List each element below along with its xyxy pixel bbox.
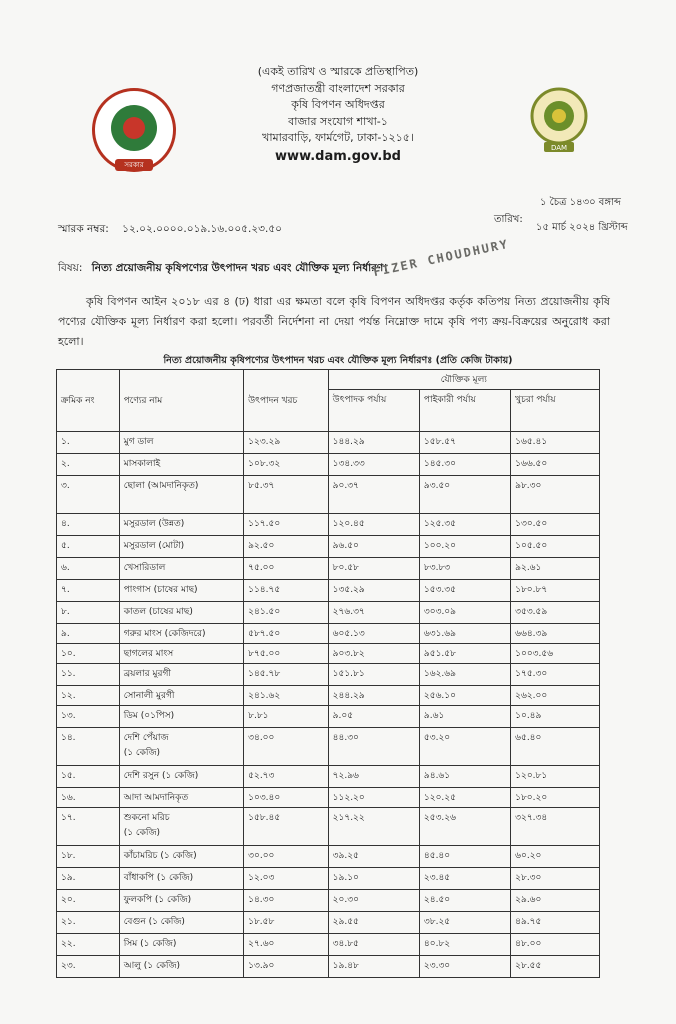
row-wholesale: ১২০.২৫ [419,788,510,808]
row-producer: ১২০.৪৫ [328,514,419,536]
table-row [57,454,600,476]
row-cost: ১৪.৩০ [244,890,329,912]
row-wholesale: ৬৩১.৬৯ [419,624,510,644]
row-cost: ৫২.৭৩ [244,766,329,788]
table-row [57,934,600,956]
price-table [56,369,600,978]
row-serial: ১. [57,432,120,454]
row-serial: ১২. [57,686,120,706]
row-product: মসুরডাল (উন্নত) [119,514,243,536]
row-wholesale: ৪৫.৪০ [419,846,510,868]
row-wholesale: ৫৩.২০ [419,728,510,766]
row-product: মাসকালাই [119,454,243,476]
row-producer: ৬০৫.১৩ [328,624,419,644]
replacement-note: (একই তারিখ ও স্মারকে প্রতিস্থাপিত) [257,65,419,78]
row-wholesale: ২৫৩.২৬ [419,808,510,846]
government-name: গণপ্রজাতন্ত্রী বাংলাদেশ সরকার [271,81,405,95]
table-row [57,432,600,454]
row-producer: ২৪৪.২৯ [328,686,419,706]
row-wholesale: ১৫৮.৫৭ [419,432,510,454]
row-retail: ৩৫৩.৫৯ [511,602,600,624]
row-producer: ১১২.২০ [328,788,419,808]
row-retail: ২৬২.০০ [511,686,600,706]
row-producer: ৯০.৩৭ [328,476,419,514]
row-product: খেসারিডাল [119,558,243,580]
row-product: সিম (১ কেজি) [119,934,243,956]
row-serial: ২৩. [57,956,120,978]
table-caption: নিত্য প্রয়োজনীয় কৃষিপণ্যের উৎপাদন খরচ এবং যৌক্তিক মূল্য নির্ধারণঃ (প্রতি কেজি টাকায়) [163,355,513,366]
row-cost: ১২.০৩ [244,868,329,890]
row-cost: ১০৩.৪০ [244,788,329,808]
table-row [57,890,600,912]
row-retail: ৪৮.০০ [511,934,600,956]
row-cost: ৩০.০০ [244,846,329,868]
row-product: সোনালী মুরগী [119,686,243,706]
date-bangla: ১ চৈত্র ১৪৩০ বঙ্গাব্দ [540,197,621,208]
row-wholesale: ১০০.২০ [419,536,510,558]
row-retail: ১০০৩.৫৬ [511,644,600,664]
row-retail: ৩২৭.৩৪ [511,808,600,846]
row-cost: ২৪১.৬২ [244,686,329,706]
row-cost: ৫৮৭.৫০ [244,624,329,644]
row-retail: ৯২.৬১ [511,558,600,580]
row-wholesale: ২৩.৩০ [419,956,510,978]
row-wholesale: ৮৩.৮৩ [419,558,510,580]
row-producer: ২৯.৫৫ [328,912,419,934]
government-seal-logo: সরকার [92,88,176,172]
row-retail: ৬৬৪.৩৯ [511,624,600,644]
table-row [57,536,600,558]
header-product: পণ্যের নাম [119,370,243,432]
row-product: কাতল (চাষের মাছ) [119,602,243,624]
header-wholesale: পাইকারী পর্যায় [419,390,510,432]
row-serial: ৬. [57,558,120,580]
row-producer: ২৭৬.৩৭ [328,602,419,624]
row-product: পাংগাস (চাষের মাছ) [119,580,243,602]
dam-logo [526,84,592,154]
row-product: বাঁধাকপি (১ কেজি) [119,868,243,890]
address: খামারবাড়ি, ফার্মগেট, ঢাকা-১২১৫। [262,131,414,144]
row-serial: ১৮. [57,846,120,868]
row-producer: ৯০৩.৮২ [328,644,419,664]
row-cost: ৮৭৫.০০ [244,644,329,664]
row-retail: ২৯.৬০ [511,890,600,912]
row-product: মসুরডাল (মোটা) [119,536,243,558]
row-wholesale: ৩৮.২৫ [419,912,510,934]
row-producer: ২০.৩০ [328,890,419,912]
row-producer: ১৩৪.৩৩ [328,454,419,476]
row-product: দেশি পেঁয়াজ (১ কেজি) [119,728,243,766]
table-row [57,808,600,846]
row-retail: ১২০.৮১ [511,766,600,788]
table-row [57,706,600,728]
row-producer: ৩৯.২৫ [328,846,419,868]
row-cost: ৮.৮১ [244,706,329,728]
row-retail: ১৬৬.৫০ [511,454,600,476]
table-body [57,432,600,978]
table-row [57,956,600,978]
row-retail: ২৮.৫৫ [511,956,600,978]
row-serial: ১১. [57,664,120,686]
row-serial: ১৯. [57,868,120,890]
row-serial: ২. [57,454,120,476]
subject-line [58,261,387,278]
row-retail: ৬৫.৪০ [511,728,600,766]
row-cost: ১১৪.৭৫ [244,580,329,602]
table-row [57,580,600,602]
branch-name: বাজার সংযোগ শাখা-১ [288,114,388,128]
row-product: বেগুন (১ কেজি) [119,912,243,934]
table-row [57,728,600,766]
row-product: গরুর মাংস (কেজিদরে) [119,624,243,644]
row-wholesale: ৯৫১.৫৮ [419,644,510,664]
header-retail: খুচরা পর্যায় [511,390,600,432]
row-serial: ৪. [57,514,120,536]
row-cost: ১৫৮.৪৫ [244,808,329,846]
memo-number [58,222,282,239]
row-producer: ১৪৪.২৯ [328,432,419,454]
row-serial: ৮. [57,602,120,624]
row-cost: ১৪৫.৭৮ [244,664,329,686]
row-wholesale: ২৩.৪৫ [419,868,510,890]
row-retail: ১০.৪৯ [511,706,600,728]
row-producer: ১৯.৪৮ [328,956,419,978]
row-cost: ১৮.৫৮ [244,912,329,934]
table-row [57,664,600,686]
table-row [57,644,600,664]
row-serial: ১৩. [57,706,120,728]
row-wholesale: ১২৫.৩৫ [419,514,510,536]
row-product: ফুলকপি (১ কেজি) [119,890,243,912]
row-retail: ১৩০.৫০ [511,514,600,536]
website-link[interactable]: www.dam.gov.bd [275,148,401,164]
table-row [57,912,600,934]
memo-value: ১২.০২.০০০০.০১৯.১৬.০০৫.২৩.৫০ [122,223,282,235]
letterhead [188,64,488,165]
row-serial: ২১. [57,912,120,934]
row-cost: ১২৩.২৯ [244,432,329,454]
row-producer: ১৩৫.২৯ [328,580,419,602]
header-producer: উৎপাদক পর্যায় [328,390,419,432]
row-serial: ১৭. [57,808,120,846]
row-product: আদা আমদানিকৃত [119,788,243,808]
table-row [57,868,600,890]
row-product: আলু (১ কেজি) [119,956,243,978]
table-row [57,602,600,624]
row-cost: ২৭.৬০ [244,934,329,956]
row-producer: ১৯.১০ [328,868,419,890]
row-cost: ৮৫.৩৭ [244,476,329,514]
row-wholesale: ১৫৩.৩৫ [419,580,510,602]
row-cost: ১৩.৯০ [244,956,329,978]
row-producer: ৯.০৫ [328,706,419,728]
body-paragraph: কৃষি বিপণন আইন ২০১৮ এর ৪ (ঢ) ধারা এর ক্ষমতা বলে কৃষি বিপণন অধিদপ্তর কর্তৃক কতিপয় নিত্য প্রয়োজনীয় কৃষি পণ্যের যৌক্তিক মূল্য নির্ধারণ করা হলো। পরবর্তী নির্দেশনা না দেয়া পর্যন্ত নিম্নোক্ত দামে কৃষি পণ্য ক্রয়-বিক্রয়ের অনুরোধ করা হলো। [58,295,610,348]
row-producer: ৪৪.৩০ [328,728,419,766]
row-serial: ১৬. [57,788,120,808]
department-name: কৃষি বিপণন অধিদপ্তর [291,98,385,111]
row-producer: ৯৬.৫০ [328,536,419,558]
row-wholesale: ৩০৩.০৯ [419,602,510,624]
row-retail: ২৮.৩০ [511,868,600,890]
date-label: তারিখ: [494,214,523,225]
table-row [57,558,600,580]
subject-text: নিত্য প্রয়োজনীয় কৃষিপণ্যের উৎপাদন খরচ এবং যৌক্তিক মূল্য নির্ধারণ। [91,262,388,274]
header-cost: উৎপাদন খরচ [244,370,329,432]
row-serial: ১০. [57,644,120,664]
row-product: কাঁচামরিচ (১ কেজি) [119,846,243,868]
row-cost: ১০৮.৩২ [244,454,329,476]
row-retail: ১৮০.২০ [511,788,600,808]
row-serial: ৭. [57,580,120,602]
row-wholesale: ২৫৬.১০ [419,686,510,706]
row-producer: ৩৪.৮৫ [328,934,419,956]
row-serial: ১৫. [57,766,120,788]
row-product: ছোলা (আমদানিকৃত) [119,476,243,514]
row-product: ছাগলের মাংস [119,644,243,664]
row-producer: ৮০.৫৮ [328,558,419,580]
row-wholesale: ১৬২.৬৯ [419,664,510,686]
row-producer: ৭২.৯৬ [328,766,419,788]
row-producer: ২১৭.২২ [328,808,419,846]
svg-text:DAM: DAM [550,144,568,152]
row-serial: ১৪. [57,728,120,766]
row-producer: ১৫১.৮১ [328,664,419,686]
table-row [57,686,600,706]
table-row [57,624,600,644]
row-retail: ১৭৫.৩০ [511,664,600,686]
row-cost: ১১৭.৫০ [244,514,329,536]
row-wholesale: ৯৩.৫০ [419,476,510,514]
row-product: মুগ ডাল [119,432,243,454]
table-row [57,476,600,514]
subject-label: বিষয়: [58,262,83,274]
row-wholesale: ১৪৫.৩০ [419,454,510,476]
row-serial: ৯. [57,624,120,644]
row-wholesale: ৯.৬১ [419,706,510,728]
row-retail: ৯৮.৩০ [511,476,600,514]
row-wholesale: ৯৪.৬১ [419,766,510,788]
row-cost: ৩৪.০০ [244,728,329,766]
table-row [57,846,600,868]
row-retail: ৬০.২০ [511,846,600,868]
row-cost: ২৪১.৫০ [244,602,329,624]
row-product: শুকনো মরিচ (১ কেজি) [119,808,243,846]
row-product: ব্রয়লার মুরগী [119,664,243,686]
row-retail: ৪৯.৭৫ [511,912,600,934]
header-serial: ক্রমিক নং [57,370,120,432]
table-row [57,514,600,536]
row-serial: ২০. [57,890,120,912]
row-retail: ১৮০.৮৭ [511,580,600,602]
row-wholesale: ৪০.৮২ [419,934,510,956]
row-cost: ৭৫.০০ [244,558,329,580]
row-serial: ৫. [57,536,120,558]
row-serial: ৩. [57,476,120,514]
row-product: ডিম (০১পিস) [119,706,243,728]
header-fair-price: যৌক্তিক মূল্য [328,370,599,390]
table-row [57,788,600,808]
row-serial: ২২. [57,934,120,956]
memo-label: স্মারক নম্বর: [58,223,109,235]
watermark-text: FIZER CHOUDHURY [372,236,511,280]
row-wholesale: ২৪.৫০ [419,890,510,912]
row-retail: ১০৫.৫০ [511,536,600,558]
row-product: দেশি রসুন (১ কেজি) [119,766,243,788]
row-retail: ১৬৫.৪১ [511,432,600,454]
date-gregorian: ১৫ মার্চ ২০২৪ খ্রিস্টাব্দ [536,222,628,233]
table-row [57,766,600,788]
row-cost: ৯২.৫০ [244,536,329,558]
